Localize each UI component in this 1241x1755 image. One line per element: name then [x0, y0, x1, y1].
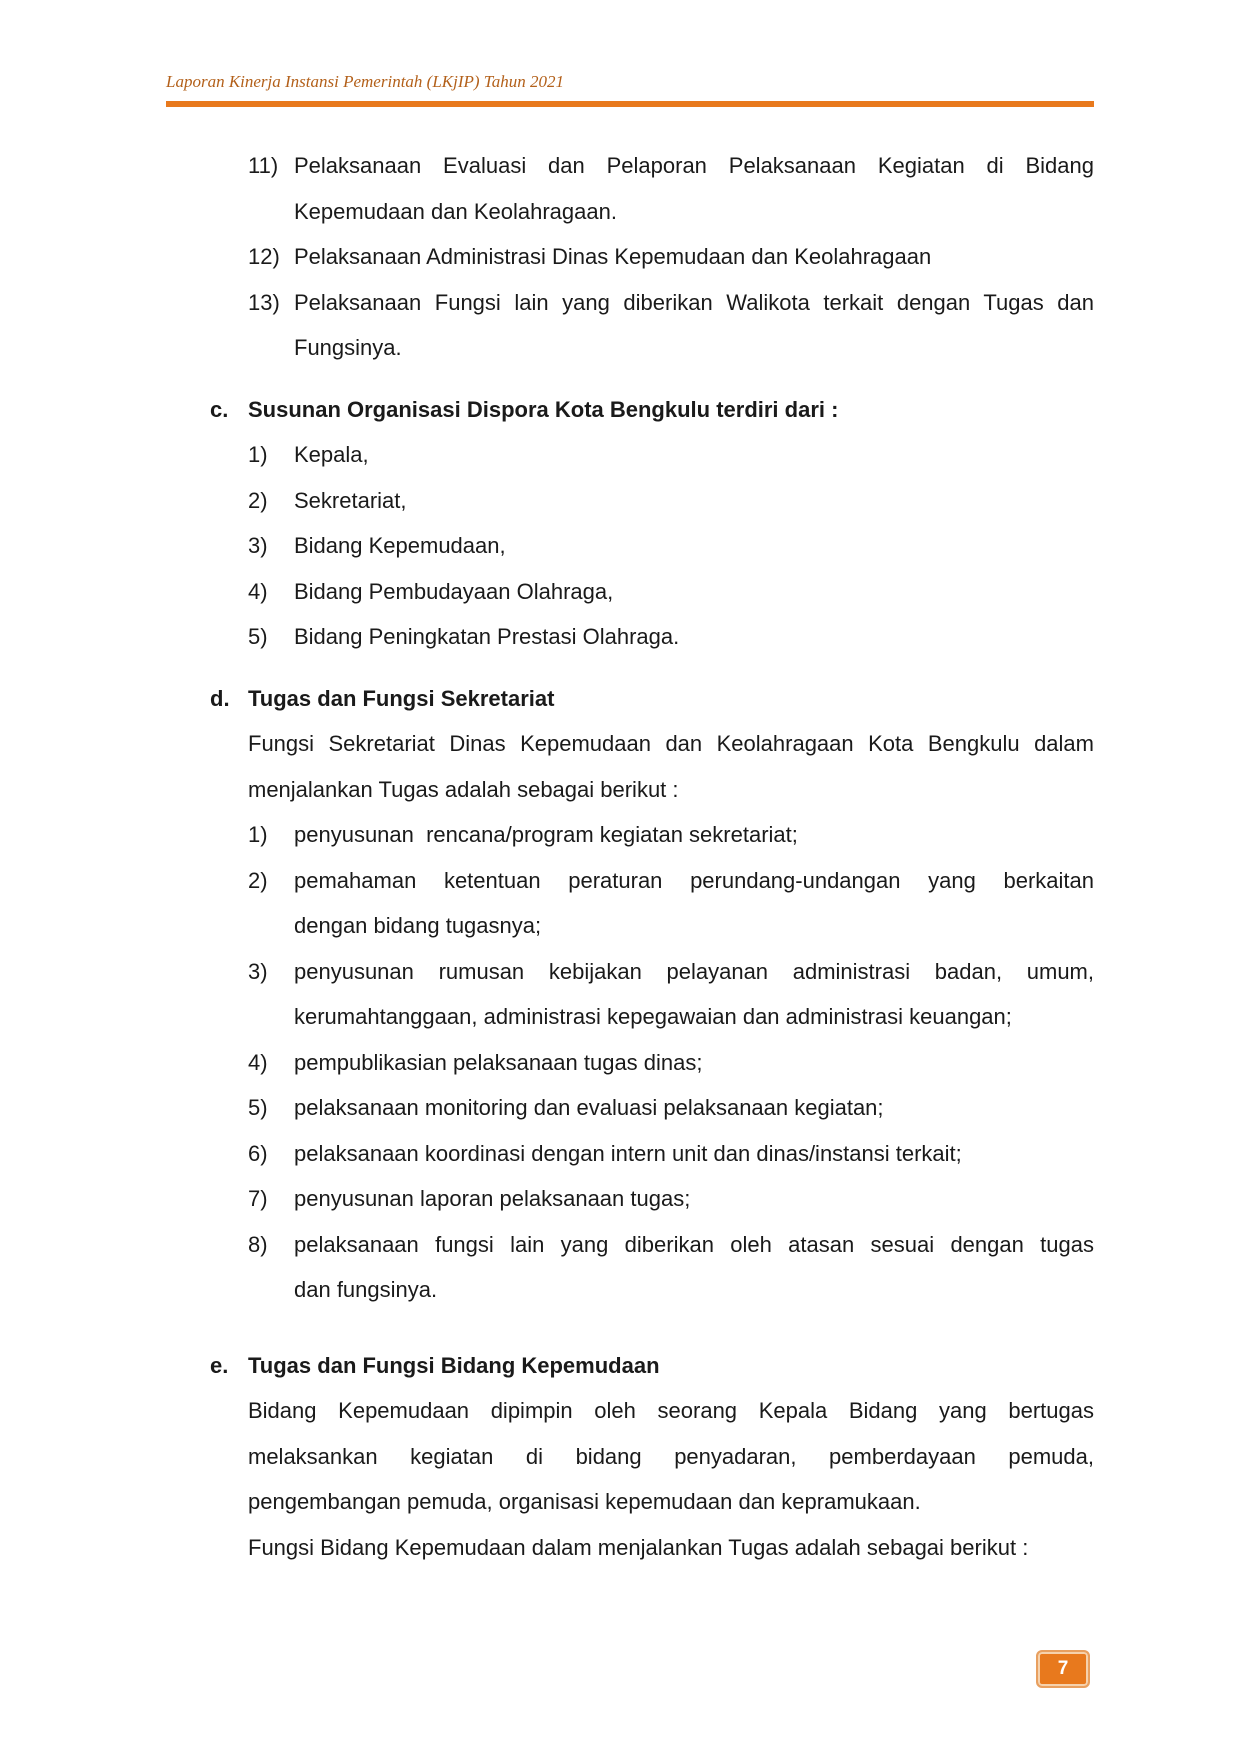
- section-d: [210, 676, 1094, 1313]
- list-text-line: Fungsinya.: [294, 335, 402, 360]
- list-item: [248, 432, 1094, 478]
- list-text-line: pempublikasian pelaksanaan tugas dinas;: [294, 1049, 703, 1075]
- paragraph-line: pengembangan pemuda, organisasi kepemudaan dan kepramukaan.: [248, 1489, 921, 1514]
- section-heading: [210, 1343, 1094, 1389]
- list-number: 12): [248, 244, 280, 269]
- list-text-line: pemahaman ketentuan peraturan perundang-undangan yang berkaitan: [294, 867, 1094, 893]
- list-text: Sekretariat,: [294, 487, 407, 513]
- list-text-line: penyusunan rumusan kebijakan pelayanan administrasi badan, umum,: [294, 958, 1094, 984]
- list-item: [248, 858, 1094, 949]
- list-item: [248, 569, 1094, 615]
- list-item: [248, 234, 1094, 280]
- document-body: [210, 143, 1094, 1570]
- list-number: 1): [248, 442, 268, 467]
- section-heading: [210, 387, 1094, 433]
- list-item: [248, 1040, 1094, 1086]
- list-item: [248, 280, 1094, 371]
- list-number: 2): [248, 487, 268, 513]
- list-number: 3): [248, 958, 268, 984]
- running-header-title: Laporan Kinerja Instansi Pemerintah (LKjIP) Tahun 2021: [166, 72, 564, 91]
- paragraph-line: Bidang Kepemudaan dipimpin oleh seorang Kepala Bidang yang bertugas: [248, 1398, 1094, 1423]
- paragraph-line: Fungsi Bidang Kepemudaan dalam menjalankan Tugas adalah sebagai berikut :: [248, 1534, 1029, 1560]
- section-c: [210, 387, 1094, 660]
- list-text-line: Pelaksanaan Evaluasi dan Pelaporan Pelaksanaan Kegiatan di Bidang: [294, 153, 1094, 178]
- list-text-line: penyusunan rencana/program kegiatan sekretariat;: [294, 822, 798, 847]
- section-e: [210, 1343, 1094, 1571]
- list-text: Kepala,: [294, 442, 369, 467]
- list-text-line: dan fungsinya.: [294, 1277, 438, 1302]
- section-letter: d.: [210, 685, 230, 711]
- continued-list: [248, 143, 1094, 371]
- list-number: 4): [248, 578, 268, 604]
- paragraph-line: Fungsi Sekretariat Dinas Kepemudaan dan Keolahragaan Kota Bengkulu dalam: [248, 731, 1094, 756]
- paragraph-line: melaksankan kegiatan di bidang penyadaran, pemberdayaan pemuda,: [248, 1443, 1094, 1469]
- page-header: [166, 70, 1094, 107]
- section-letter: e.: [210, 1352, 229, 1378]
- header-rule: [166, 101, 1094, 107]
- section-title: Susunan Organisasi Dispora Kota Bengkulu terdiri dari :: [248, 396, 839, 422]
- list-item: [248, 1222, 1094, 1313]
- list-text-line: Pelaksanaan Administrasi Dinas Kepemudaan dan Keolahragaan: [294, 244, 932, 269]
- list-text-line: pelaksanaan koordinasi dengan intern unit dan dinas/instansi terkait;: [294, 1140, 962, 1166]
- list-number: 11): [248, 153, 279, 178]
- list-text-line: pelaksanaan monitoring dan evaluasi pelaksanaan kegiatan;: [294, 1095, 884, 1120]
- list-text-line: pelaksanaan fungsi lain yang diberikan oleh atasan sesuai dengan tugas: [294, 1231, 1094, 1257]
- list-number: 7): [248, 1186, 268, 1211]
- list-text-line: Kepemudaan dan Keolahragaan.: [294, 198, 617, 224]
- list-item: [248, 523, 1094, 569]
- list-text-line: Pelaksanaan Fungsi lain yang diberikan Walikota terkait dengan Tugas dan: [294, 289, 1094, 315]
- section-intro: [248, 721, 1094, 812]
- list-item: [248, 1176, 1094, 1222]
- list-item: [248, 478, 1094, 524]
- list-item: [248, 812, 1094, 858]
- list-number: 13): [248, 289, 280, 315]
- list-number: 5): [248, 1095, 268, 1120]
- paragraph-line: menjalankan Tugas adalah sebagai berikut :: [248, 776, 679, 802]
- list-text-line: kerumahtanggaan, administrasi kepegawaian dan administrasi keuangan;: [294, 1004, 1012, 1029]
- page-number: 7: [1036, 1650, 1090, 1688]
- list-item: [248, 1085, 1094, 1131]
- list-number: 3): [248, 533, 268, 558]
- section-heading: [210, 676, 1094, 722]
- list-text: Bidang Peningkatan Prestasi Olahraga.: [294, 624, 680, 649]
- list-text-line: dengan bidang tugasnya;: [294, 913, 542, 938]
- section-title: Tugas dan Fungsi Bidang Kepemudaan: [248, 1352, 660, 1378]
- list-number: 5): [248, 624, 268, 649]
- list-number: 2): [248, 867, 268, 893]
- list-number: 6): [248, 1140, 268, 1166]
- list-text: Bidang Kepemudaan,: [294, 533, 506, 558]
- section-intro: [248, 1388, 1094, 1570]
- section-letter: c.: [210, 396, 229, 422]
- section-title: Tugas dan Fungsi Sekretariat: [248, 685, 555, 711]
- list-text-line: penyusunan laporan pelaksanaan tugas;: [294, 1186, 691, 1211]
- list-item: [248, 143, 1094, 234]
- list-item: [248, 614, 1094, 660]
- list-number: 1): [248, 822, 268, 847]
- list-text: Bidang Pembudayaan Olahraga,: [294, 578, 614, 604]
- list-number: 4): [248, 1049, 268, 1075]
- list-item: [248, 1131, 1094, 1177]
- list-item: [248, 949, 1094, 1040]
- list-number: 8): [248, 1231, 268, 1257]
